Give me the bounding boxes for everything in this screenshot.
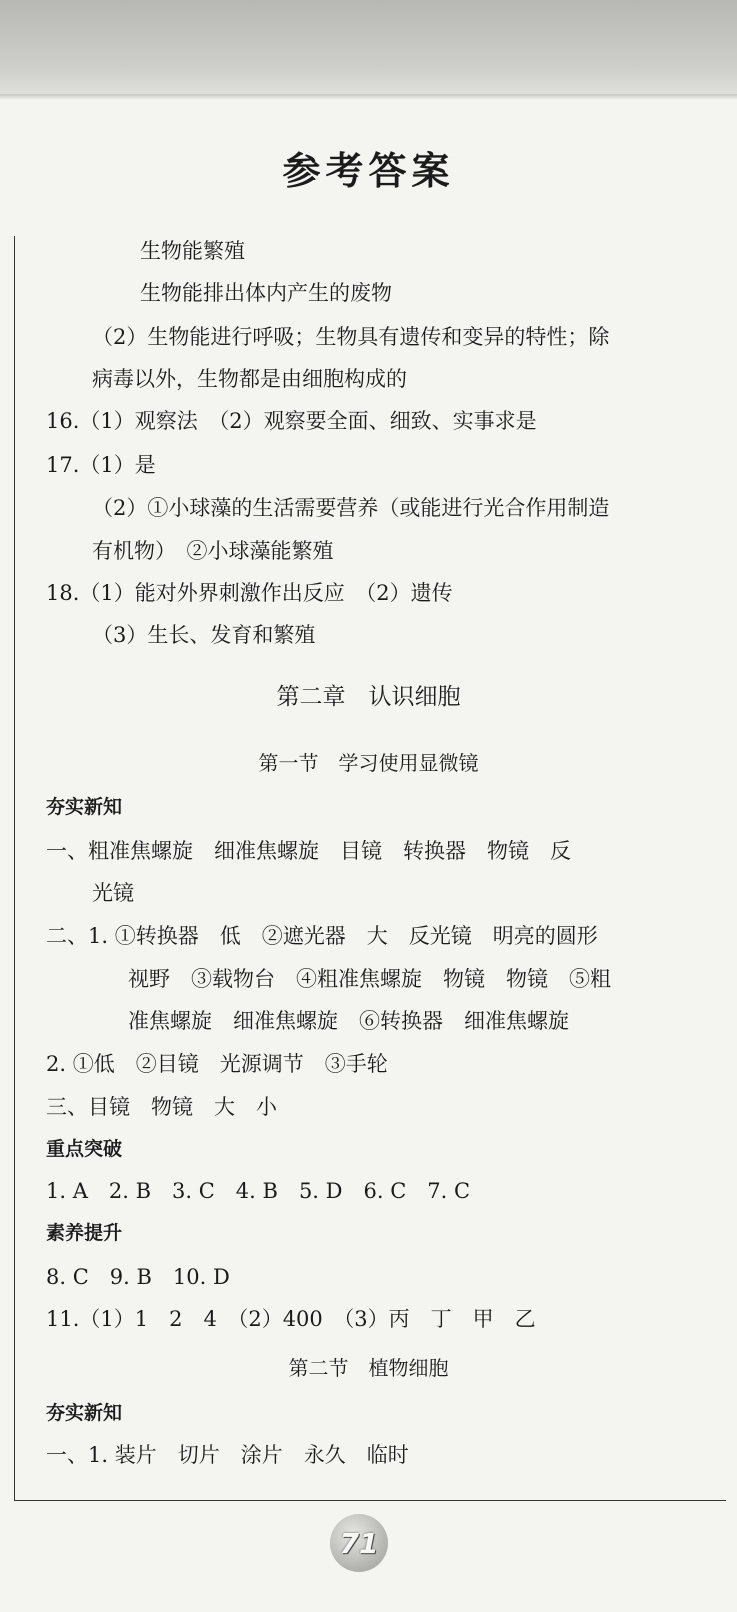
section-title: 第二节 植物细胞 — [288, 1356, 449, 1380]
bottom-rule — [14, 1500, 726, 1501]
answer-line: 8. C 9. B 10. D — [46, 1265, 230, 1289]
answer-line: 病毒以外，生物都是由细胞构成的 — [92, 367, 407, 391]
subheading-tisheng: 素养提升 — [46, 1222, 123, 1244]
answer-line: 11.（1）1 2 4 （2）400 （3）丙 丁 甲 乙 — [46, 1307, 536, 1331]
answer-line: 18.（1）能对外界刺激作出反应 （2）遗传 — [46, 581, 453, 605]
answer-line: 2. ①低 ②目镜 光源调节 ③手轮 — [46, 1052, 388, 1076]
answer-line: 三、目镜 物镜 大 小 — [46, 1095, 277, 1119]
answer-line: 二、1. ①转换器 低 ②遮光器 大 反光镜 明亮的圆形 — [46, 924, 598, 948]
header-band — [0, 0, 737, 100]
chapter-title: 第二章 认识细胞 — [276, 684, 461, 710]
margin-rule — [14, 236, 15, 1500]
answer-line: （2）生物能进行呼吸；生物具有遗传和变异的特性；除 — [92, 325, 610, 349]
answer-line: 视野 ③载物台 ④粗准焦螺旋 物镜 物镜 ⑤粗 — [128, 967, 611, 991]
answer-line: （2）①小球藻的生活需要营养（或能进行光合作用制造 — [92, 496, 610, 520]
answer-line: 16.（1）观察法 （2）观察要全面、细致、实事求是 — [46, 409, 537, 433]
answer-line: 生物能繁殖 — [140, 239, 245, 263]
page-title: 参考答案 — [282, 148, 455, 193]
answer-line: 1. A 2. B 3. C 4. B 5. D 6. C 7. C — [46, 1179, 471, 1203]
answer-line: （3）生长、发育和繁殖 — [92, 623, 316, 647]
page-number: 71 — [339, 1526, 379, 1560]
subheading-xinzhi: 夯实新知 — [46, 1402, 123, 1424]
answer-line: 生物能排出体内产生的废物 — [140, 281, 392, 305]
answer-line: 一、粗准焦螺旋 细准焦螺旋 目镜 转换器 物镜 反 — [46, 839, 571, 863]
answer-line: 准焦螺旋 细准焦螺旋 ⑥转换器 细准焦螺旋 — [128, 1009, 569, 1033]
subheading-tupo: 重点突破 — [46, 1138, 123, 1160]
section-title: 第一节 学习使用显微镜 — [258, 751, 479, 775]
answer-line: 一、1. 装片 切片 涂片 永久 临时 — [46, 1443, 409, 1467]
answer-line: 光镜 — [92, 881, 134, 905]
answer-line: 17.（1）是 — [46, 453, 156, 477]
page-number-badge — [330, 1514, 388, 1572]
subheading-xinzhi: 夯实新知 — [46, 796, 123, 818]
answer-line: 有机物） ②小球藻能繁殖 — [92, 539, 334, 563]
